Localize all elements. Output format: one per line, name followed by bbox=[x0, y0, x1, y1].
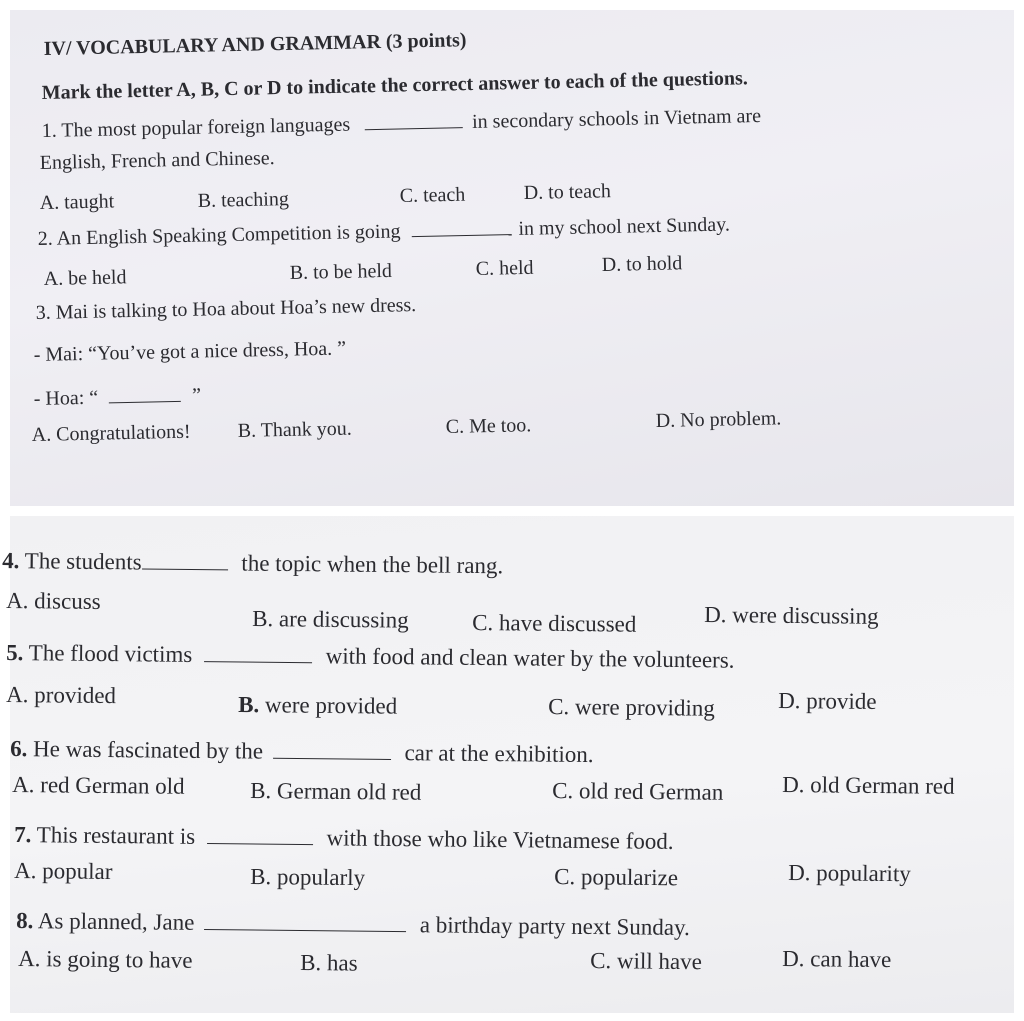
question-8 bbox=[16, 904, 690, 941]
question-7 bbox=[14, 818, 674, 855]
q3-option-d: D. No problem. bbox=[655, 407, 782, 433]
question-2 bbox=[37, 210, 730, 251]
q8-option-c: C. will have bbox=[590, 948, 703, 975]
q3-option-b: B. Thank you. bbox=[237, 417, 353, 443]
question-3-hoa-line bbox=[33, 381, 201, 411]
worksheet-photo-top bbox=[10, 10, 1014, 506]
q8-option-d: D. can have bbox=[782, 946, 892, 973]
question-6 bbox=[10, 732, 594, 768]
question-4 bbox=[2, 544, 503, 579]
answer-blank-6 bbox=[273, 735, 391, 760]
question-5-part1: The flood victims bbox=[28, 640, 193, 667]
question-5 bbox=[6, 636, 735, 674]
q1-option-b: B. teaching bbox=[197, 188, 290, 213]
q6-option-a: A. red German old bbox=[12, 772, 185, 799]
question-7-part2: with those who like Vietnamese food. bbox=[326, 825, 674, 854]
q4-option-b: B. are discussing bbox=[252, 606, 409, 633]
question-1 bbox=[41, 97, 961, 143]
question-4-part1: The students bbox=[24, 548, 142, 575]
q4-option-c: C. have discussed bbox=[472, 610, 637, 637]
answer-blank-3 bbox=[109, 381, 181, 404]
question-3: 3. Mai is talking to Hoa about Hoa’s new dress. bbox=[35, 294, 417, 325]
q8-option-a: A. is going to have bbox=[18, 946, 193, 973]
answer-blank-7 bbox=[207, 820, 313, 845]
q6-option-b: B. German old red bbox=[250, 778, 422, 805]
q1-option-a: A. taught bbox=[39, 190, 115, 215]
question-7-part1: This restaurant is bbox=[36, 822, 196, 849]
q5-option-d: D. provide bbox=[778, 688, 877, 715]
question-5-number: 5. bbox=[6, 640, 24, 666]
question-2-part1: 2. An English Speaking Competition is going bbox=[37, 220, 401, 251]
q5-option-b bbox=[238, 692, 397, 720]
question-2-part2: in my school next Sunday. bbox=[518, 213, 731, 240]
q2-option-b: B. to be held bbox=[289, 259, 393, 285]
q6-option-c: C. old red German bbox=[552, 778, 724, 805]
hoa-close-quote: ” bbox=[191, 384, 202, 407]
q8-option-b: B. has bbox=[300, 950, 358, 976]
q5-option-a: A. provided bbox=[6, 682, 117, 709]
q2-option-d: D. to hold bbox=[601, 252, 683, 277]
question-6-part1: He was fascinated by the bbox=[33, 736, 264, 764]
q3-option-a: A. Congratulations! bbox=[31, 420, 191, 447]
hoa-open-quote: - Hoa: “ bbox=[33, 386, 99, 411]
q3-option-c: C. Me too. bbox=[445, 414, 532, 439]
question-4-part2: the topic when the bell rang. bbox=[241, 550, 504, 579]
question-6-part2: car at the exhibition. bbox=[404, 740, 594, 768]
q1-option-d: D. to teach bbox=[523, 180, 612, 205]
q7-option-b: B. popularly bbox=[250, 864, 366, 891]
q4-option-a: A. discuss bbox=[6, 588, 101, 614]
q6-option-d: D. old German red bbox=[782, 772, 955, 799]
q7-option-d: D. popularity bbox=[788, 860, 911, 887]
instruction: Mark the letter A, B, C or D to indicate the correct answer to each of the questions. bbox=[41, 67, 748, 105]
question-8-part2: a birthday party next Sunday. bbox=[419, 912, 690, 941]
question-7-number: 7. bbox=[14, 822, 32, 848]
q2-option-c: C. held bbox=[475, 256, 534, 281]
question-1-continuation: English, French and Chinese. bbox=[39, 147, 275, 175]
answer-blank-1 bbox=[365, 107, 463, 130]
answer-blank-8 bbox=[204, 906, 406, 932]
q2-option-a: A. be held bbox=[43, 266, 127, 291]
q4-option-d: D. were discussing bbox=[704, 602, 879, 629]
question-3-mai-line: - Mai: “You’ve got a nice dress, Hoa. ” bbox=[33, 337, 347, 367]
question-4-number: 4. bbox=[2, 548, 20, 574]
section-title: IV/ VOCABULARY AND GRAMMAR (3 points) bbox=[43, 29, 467, 61]
answer-blank-5 bbox=[204, 638, 312, 663]
q5-option-b-text: were provided bbox=[264, 692, 398, 719]
question-5-part2: with food and clean water by the volunteers. bbox=[325, 643, 735, 673]
q7-option-c: C. popularize bbox=[554, 864, 679, 891]
question-8-number: 8. bbox=[16, 908, 34, 934]
q5-option-b-letter: B. bbox=[238, 692, 260, 718]
question-1-part2: in secondary schools in Vietnam are bbox=[471, 104, 762, 133]
q7-option-a: A. popular bbox=[14, 858, 113, 885]
q5-option-c: C. were providing bbox=[548, 694, 715, 721]
question-6-number: 6. bbox=[10, 736, 28, 762]
question-1-part1: 1. The most popular foreign languages bbox=[41, 113, 351, 143]
worksheet-photo-bottom bbox=[2, 516, 1014, 1013]
answer-blank-2 bbox=[411, 214, 511, 237]
q1-option-c: C. teach bbox=[399, 183, 466, 208]
question-8-part1: As planned, Jane bbox=[37, 908, 195, 935]
answer-blank-4 bbox=[142, 545, 228, 570]
